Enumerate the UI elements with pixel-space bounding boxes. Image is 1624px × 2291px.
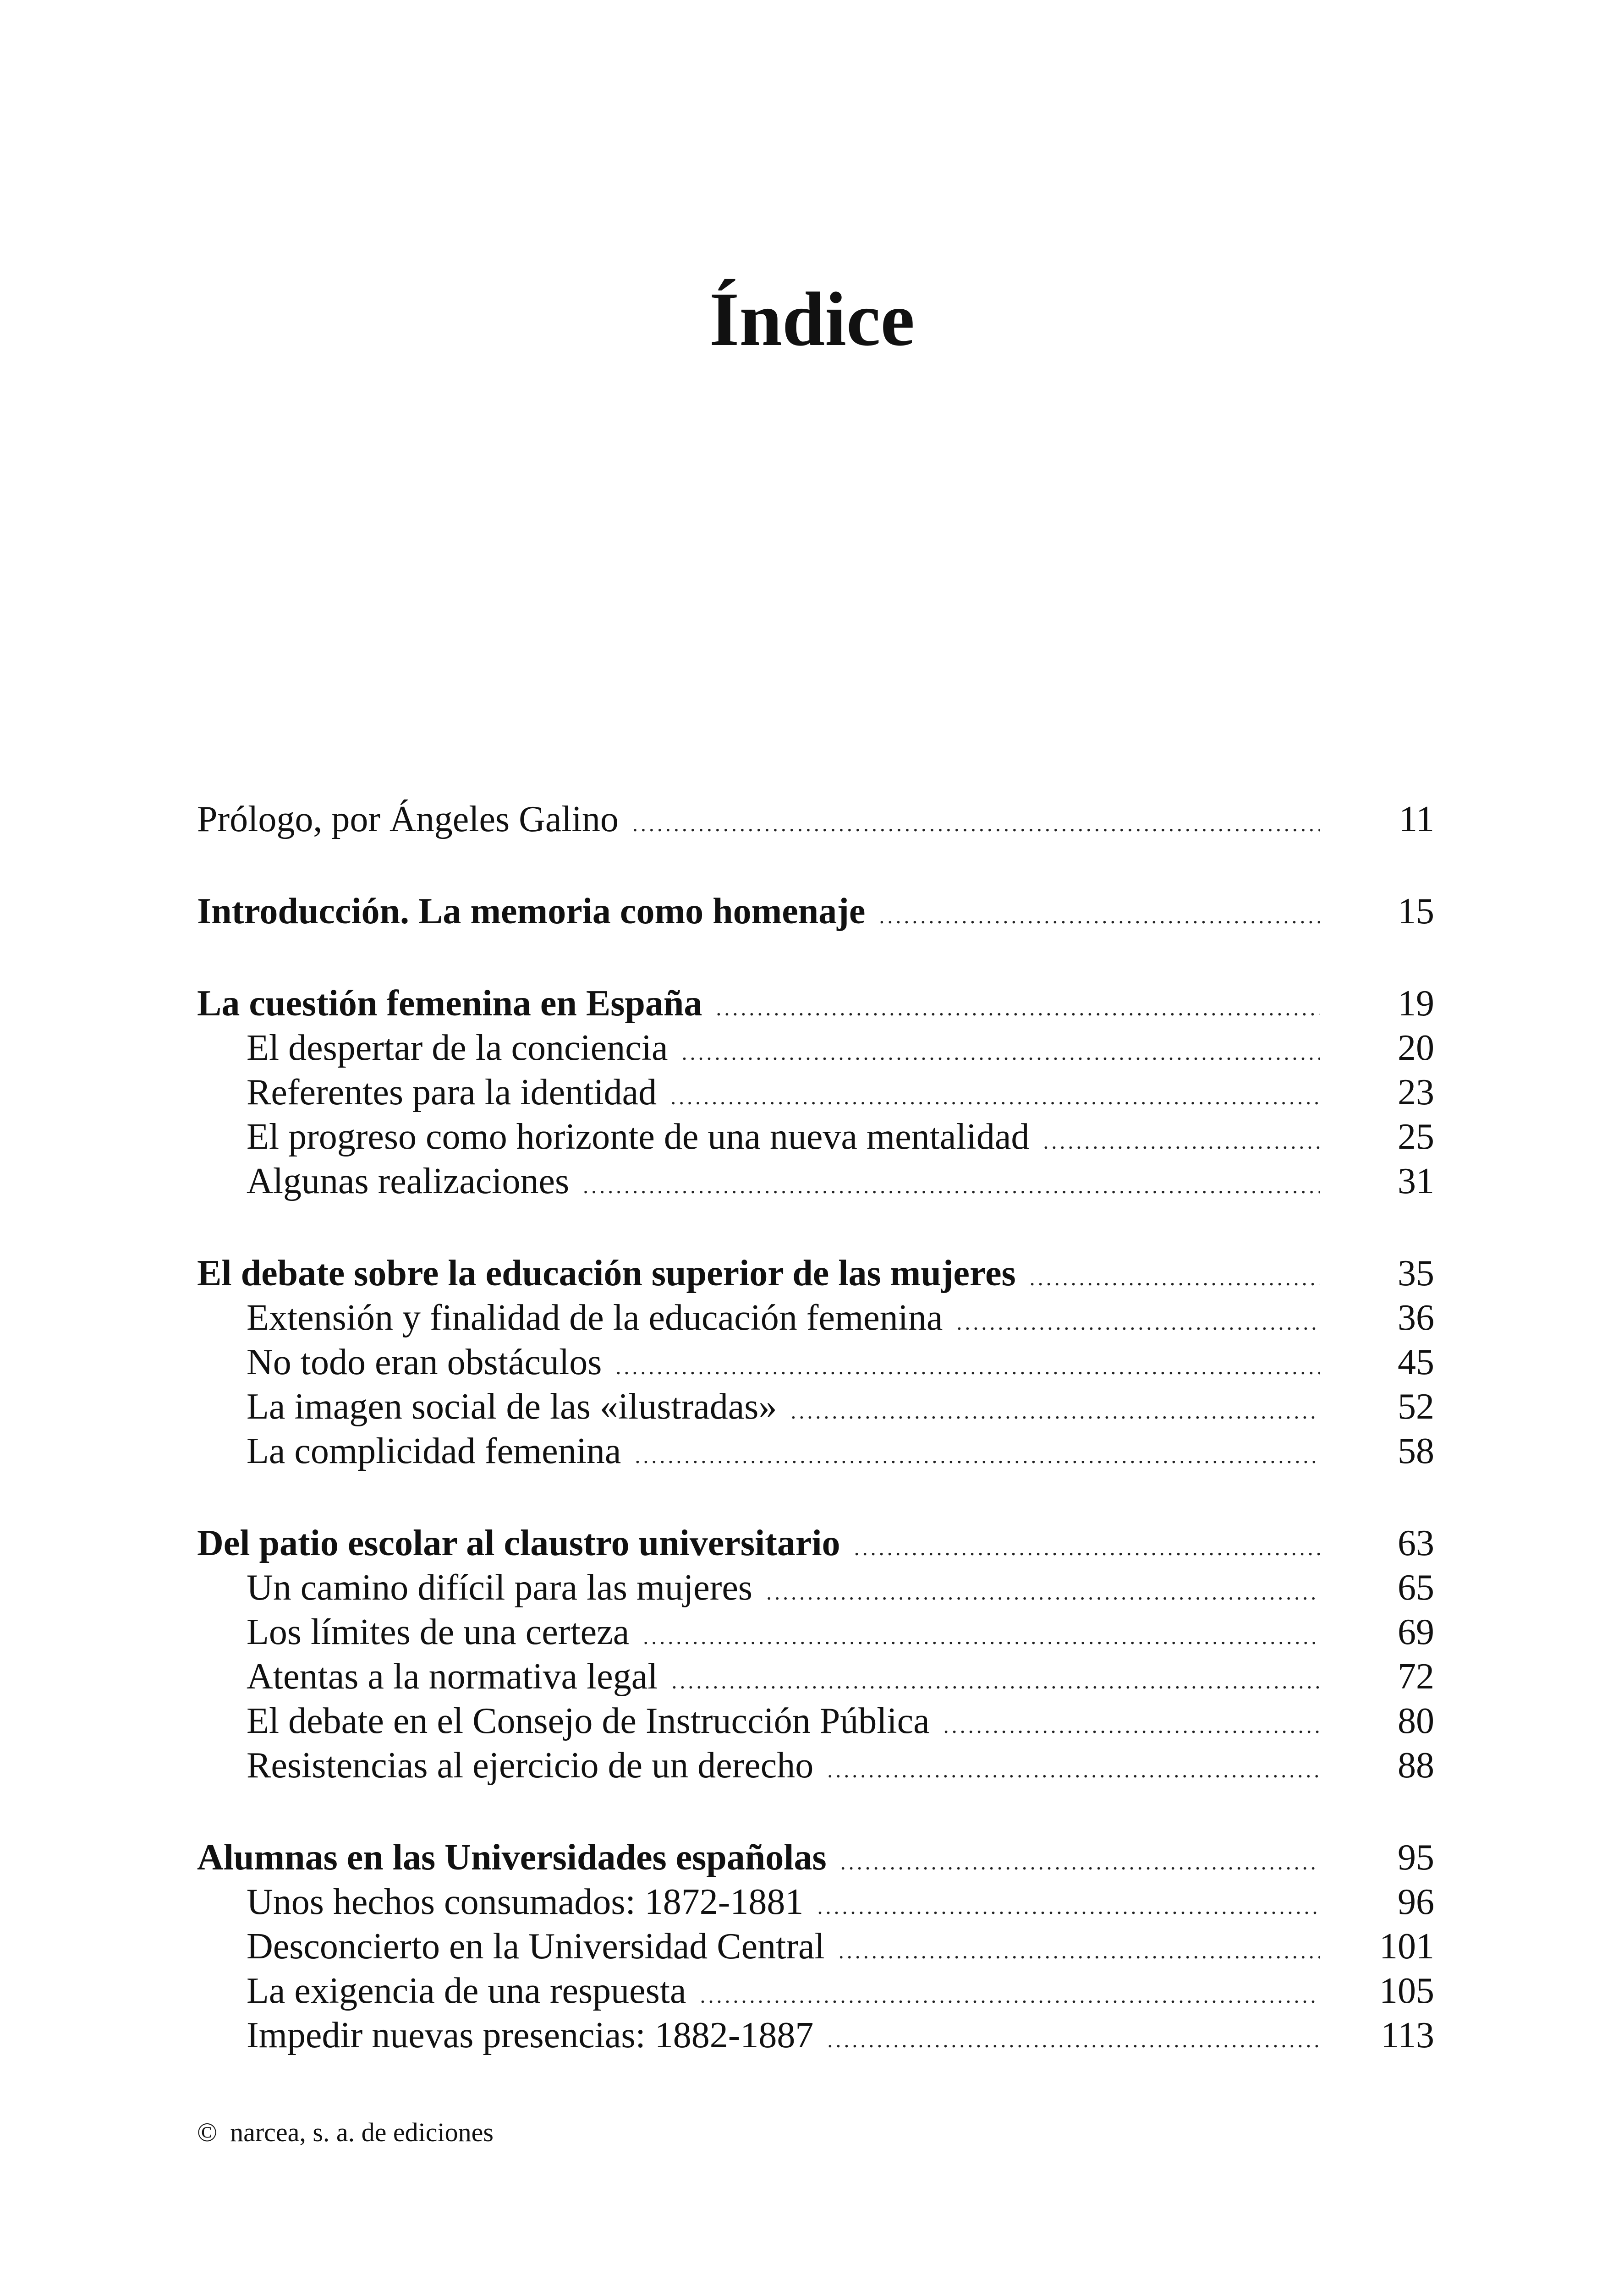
dot-leader (643, 1615, 1320, 1659)
toc-section (197, 1521, 1434, 1788)
toc-subentry-title: Referentes para la identidad (247, 1072, 657, 1113)
toc-subentry[interactable] (197, 1429, 1434, 1474)
toc-section (197, 1836, 1434, 2058)
dot-leader (944, 1704, 1320, 1748)
toc-subentry-title: Resistencias al ejercicio de un derecho (247, 1745, 814, 1786)
toc-subentry-page: 25 (1398, 1117, 1434, 1157)
toc-subentry-title: La complicidad femenina (247, 1431, 621, 1471)
toc-subentry[interactable] (197, 2013, 1434, 2058)
page-title: Índice (709, 276, 915, 362)
toc-chapter-title: La cuestión femenina en España (197, 983, 702, 1024)
dot-leader (615, 1345, 1320, 1389)
toc-section (197, 797, 1434, 842)
toc-subentry-page: 36 (1398, 1298, 1434, 1338)
toc-subentry[interactable] (197, 1924, 1434, 1969)
dot-leader (817, 1885, 1320, 1929)
toc-subentry[interactable] (197, 1385, 1434, 1429)
dot-leader (583, 1164, 1320, 1208)
toc-subentry[interactable] (197, 1969, 1434, 2013)
toc-chapter-title: El debate sobre la educación superior de las mujeres (197, 1253, 1016, 1293)
toc-subentry-page: 23 (1398, 1072, 1434, 1113)
toc-chapter-page: 19 (1398, 983, 1434, 1024)
toc-subentry[interactable] (197, 1026, 1434, 1070)
toc-chapter-page: 63 (1398, 1523, 1434, 1563)
toc-chapter[interactable] (197, 1251, 1434, 1296)
toc-subentry-page: 80 (1398, 1701, 1434, 1741)
toc-chapter-title: Alumnas en las Universidades españolas (197, 1837, 827, 1878)
toc-subentry-title: No todo eran obstáculos (247, 1342, 602, 1382)
publisher-name: narcea, s. a. de ediciones (230, 2117, 494, 2147)
toc-subentry[interactable] (197, 1296, 1434, 1340)
dot-leader (1043, 1119, 1320, 1164)
toc-subentry-title: Atentas a la normativa legal (247, 1656, 658, 1697)
toc-chapter-page: 35 (1398, 1253, 1434, 1293)
toc-subentry-page: 31 (1398, 1161, 1434, 1201)
dot-leader (670, 1075, 1320, 1119)
dot-leader (700, 1973, 1320, 2018)
toc-subentry-page: 58 (1398, 1431, 1434, 1471)
toc-subentry-title: Unos hechos consumados: 1872-1881 (247, 1882, 804, 1922)
toc-subentry-page: 105 (1379, 1971, 1434, 2011)
dot-leader (879, 894, 1320, 938)
toc-subentry-page: 113 (1380, 2015, 1434, 2055)
toc-subentry[interactable] (197, 1566, 1434, 1610)
dot-leader (766, 1570, 1320, 1615)
toc-chapter-title: Del patio escolar al claustro universitario (197, 1523, 840, 1563)
dot-leader (790, 1389, 1320, 1434)
dot-leader (682, 1030, 1320, 1075)
toc-subentry-title: Impedir nuevas presencias: 1882-1887 (247, 2015, 814, 2055)
copyright-icon: © (197, 2117, 218, 2147)
toc-chapter-title: Introducción. La memoria como homenaje (197, 891, 866, 932)
dot-leader (635, 1434, 1320, 1478)
toc-subentry-title: Desconcierto en la Universidad Central (247, 1926, 825, 1967)
toc-subentry-title: La exigencia de una respuesta (247, 1971, 686, 2011)
toc-subentry-page: 101 (1379, 1926, 1434, 1967)
toc-chapter-page: 15 (1398, 891, 1434, 932)
dot-leader (716, 986, 1320, 1030)
dot-leader (839, 1929, 1320, 1973)
toc-chapter[interactable] (197, 889, 1434, 934)
toc-subentry-page: 69 (1398, 1612, 1434, 1652)
dot-leader (840, 1840, 1320, 1885)
toc-subentry-page: 52 (1398, 1387, 1434, 1427)
toc-chapter[interactable] (197, 1521, 1434, 1566)
toc-subentry[interactable] (197, 1880, 1434, 1924)
toc-subentry-page: 96 (1398, 1882, 1434, 1922)
toc-subentry[interactable] (197, 1610, 1434, 1655)
toc-entry-page: 11 (1399, 799, 1434, 839)
toc-subentry-title: La imagen social de las «ilustradas» (247, 1387, 777, 1427)
dot-leader (854, 1526, 1320, 1570)
dot-leader (827, 1748, 1320, 1792)
toc-subentry-page: 20 (1398, 1028, 1434, 1068)
toc-subentry[interactable] (197, 1159, 1434, 1204)
toc-subentry-title: Un camino difícil para las mujeres (247, 1568, 753, 1608)
toc-section (197, 1251, 1434, 1474)
dot-leader (1030, 1256, 1320, 1300)
toc-section (197, 981, 1434, 1204)
toc-subentry[interactable] (197, 1743, 1434, 1788)
toc-subentry[interactable] (197, 1115, 1434, 1159)
toc-subentry[interactable] (197, 1340, 1434, 1385)
toc-subentry-page: 72 (1398, 1656, 1434, 1697)
toc-subentry-title: El debate en el Consejo de Instrucción Pública (247, 1701, 930, 1741)
dot-leader (632, 802, 1320, 846)
dot-leader (671, 1659, 1320, 1704)
dot-leader (956, 1300, 1320, 1345)
toc-entry[interactable] (197, 797, 1434, 842)
toc-subentry-title: El progreso como horizonte de una nueva mentalidad (247, 1117, 1030, 1157)
toc-chapter[interactable] (197, 1836, 1434, 1880)
publisher-footer (197, 2119, 494, 2146)
toc-subentry-page: 88 (1398, 1745, 1434, 1786)
toc-subentry[interactable] (197, 1070, 1434, 1115)
toc-subentry-page: 45 (1398, 1342, 1434, 1382)
toc-subentry[interactable] (197, 1655, 1434, 1699)
toc-entry-title: Prólogo, por Ángeles Galino (197, 799, 619, 839)
toc-subentry[interactable] (197, 1699, 1434, 1743)
toc-chapter-page: 95 (1398, 1837, 1434, 1878)
toc-subentry-title: El despertar de la conciencia (247, 1028, 668, 1068)
toc-subentry-page: 65 (1398, 1568, 1434, 1608)
toc-subentry-title: Los límites de una certeza (247, 1612, 630, 1652)
dot-leader (827, 2018, 1320, 2062)
toc-chapter[interactable] (197, 981, 1434, 1026)
toc-subentry-title: Extensión y finalidad de la educación femenina (247, 1298, 943, 1338)
toc-subentry-title: Algunas realizaciones (247, 1161, 570, 1201)
table-of-contents (197, 797, 1434, 2105)
toc-section (197, 889, 1434, 934)
